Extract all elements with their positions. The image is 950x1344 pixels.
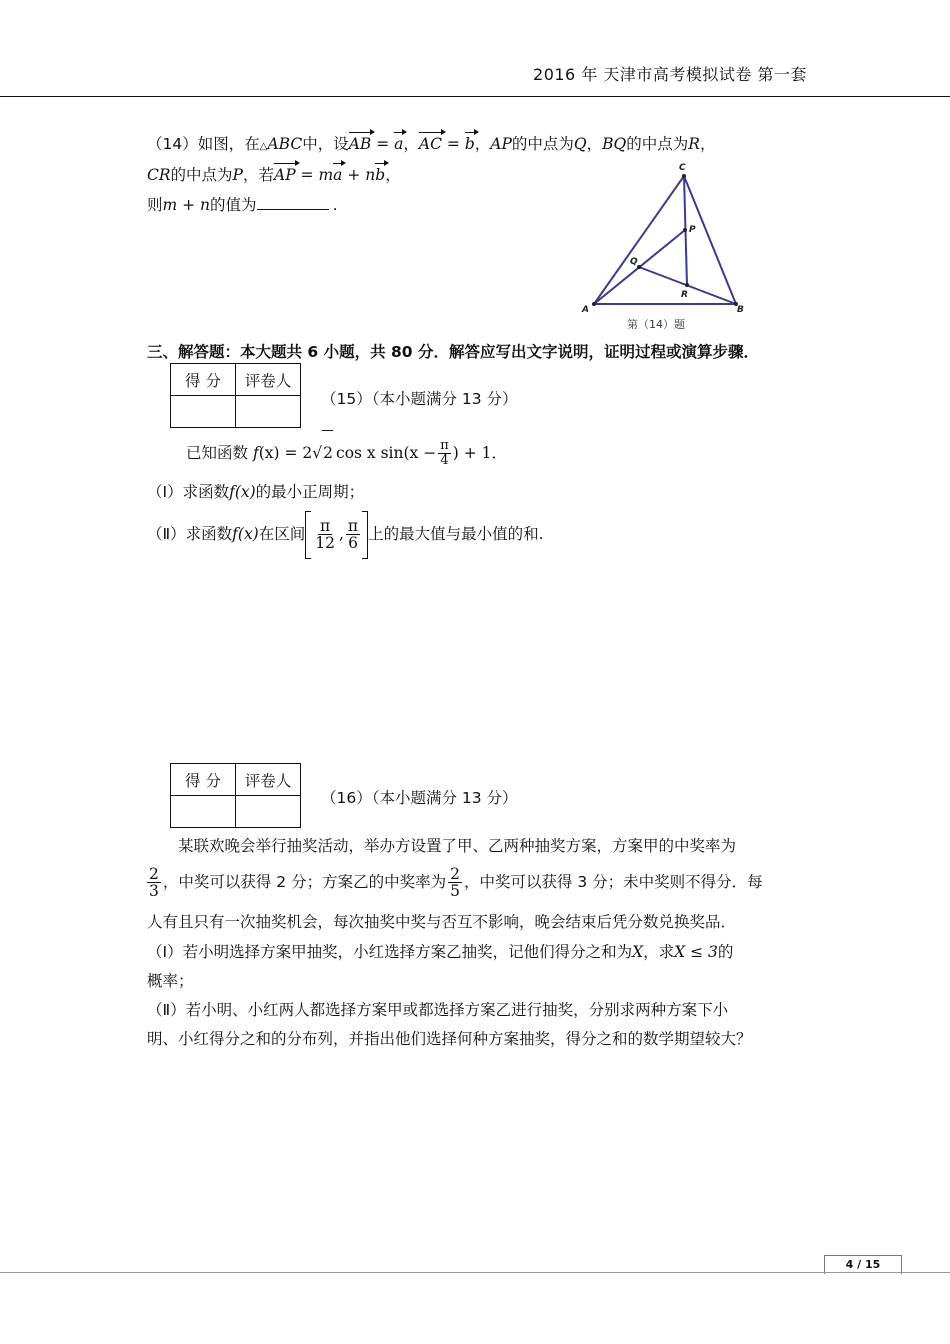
label-p: P xyxy=(689,225,696,235)
q16-paragraph-3: 人有且只有一次抽奖机会，每次抽奖中奖与否互不影响，晚会结束后凭分数兑换奖品． xyxy=(147,913,737,931)
q14-line-1: （14）如图，在△ABC中，设AB = a，AC = b，AP的中点为Q，BQ的中点为R， xyxy=(147,135,716,153)
point-a xyxy=(592,302,596,306)
q15-part-1: （Ⅰ）求函数f(x)的最小正周期； xyxy=(147,483,365,501)
q14-line-2: CR的中点为P，若AP = ma + nb， xyxy=(147,166,401,184)
header-title: 2016 年 天津市高考模拟试卷 第一套 xyxy=(533,65,807,84)
q16-paragraph-2: $\frac{2}{3}$ ，中奖可以获得 2 分；方案乙的中奖率为 $\frac{2}{5}$ ，中奖可以获得 3 分；未中奖则不得分．每 xyxy=(149,864,763,900)
label-c: C xyxy=(679,163,686,173)
score-cell xyxy=(171,396,236,428)
page-number: 4 / 15 xyxy=(824,1255,902,1274)
section-heading: 三、解答题：本大题共 6 小题，共 80 分．解答应写出文字说明，证明过程或演算步骤． xyxy=(147,343,759,361)
interval-left-bracket xyxy=(305,511,311,559)
q14-number: （14） xyxy=(147,135,198,153)
q14-line-3: 则m + n的值为 . xyxy=(147,196,338,214)
point-c xyxy=(682,174,686,178)
segment-ac xyxy=(594,176,684,304)
q16-part-2-cont: 明、小红得分之和的分布列，并指出他们选择何种方案抽奖，得分之和的数学期望较大？ xyxy=(147,1030,752,1048)
score-header: 得 分 xyxy=(171,764,236,796)
grader-cell xyxy=(236,796,301,828)
q16-part-1: （Ⅰ）若小明选择方案甲抽奖，小红选择方案乙抽奖，记他们得分之和为X，求X ≤ 3的 xyxy=(147,943,734,961)
point-p xyxy=(683,228,687,232)
q16-part-1-cont: 概率； xyxy=(147,972,194,990)
q16-paragraph-1: 某联欢晚会举行抽奖活动，举办方设置了甲、乙两种抽奖方案，方案甲的中奖率为 xyxy=(178,837,737,855)
q15-given: 已知函数 f(x) = 2√2 cos x sin(x − $\frac{\pi}{4}$ ) + 1． xyxy=(186,430,507,475)
label-r: R xyxy=(681,290,688,300)
grader-cell xyxy=(236,396,301,428)
q16-heading: （16）（本小题满分 13 分） xyxy=(321,789,518,807)
score-table-15 xyxy=(170,363,301,428)
label-a: A xyxy=(582,305,589,315)
grader-header: 评卷人 xyxy=(236,764,301,796)
label-b: B xyxy=(737,305,744,315)
score-table-16 xyxy=(170,763,301,828)
figure-caption: 第（14）题 xyxy=(627,318,685,331)
triangle-figure xyxy=(575,158,765,338)
label-q: Q xyxy=(630,257,638,267)
score-cell xyxy=(171,796,236,828)
answer-blank xyxy=(257,195,329,210)
footer-divider xyxy=(0,1272,950,1273)
q15-part-2: （Ⅱ）求函数f(x)在区间 $\frac{\pi}{12}$ , $\frac{\pi}{6}$ 上的最大值与最小值的和. xyxy=(147,510,544,559)
q16-part-2: （Ⅱ）若小明、小红两人都选择方案甲或都选择方案乙进行抽奖，分别求两种方案下小 xyxy=(147,1001,729,1019)
q15-heading: （15）（本小题满分 13 分） xyxy=(321,390,518,408)
score-header: 得 分 xyxy=(171,364,236,396)
header-divider xyxy=(0,96,950,97)
figure-points xyxy=(592,174,738,306)
figure-lines xyxy=(594,176,736,304)
segment-cb xyxy=(684,176,736,304)
point-r xyxy=(685,283,689,287)
grader-header: 评卷人 xyxy=(236,364,301,396)
